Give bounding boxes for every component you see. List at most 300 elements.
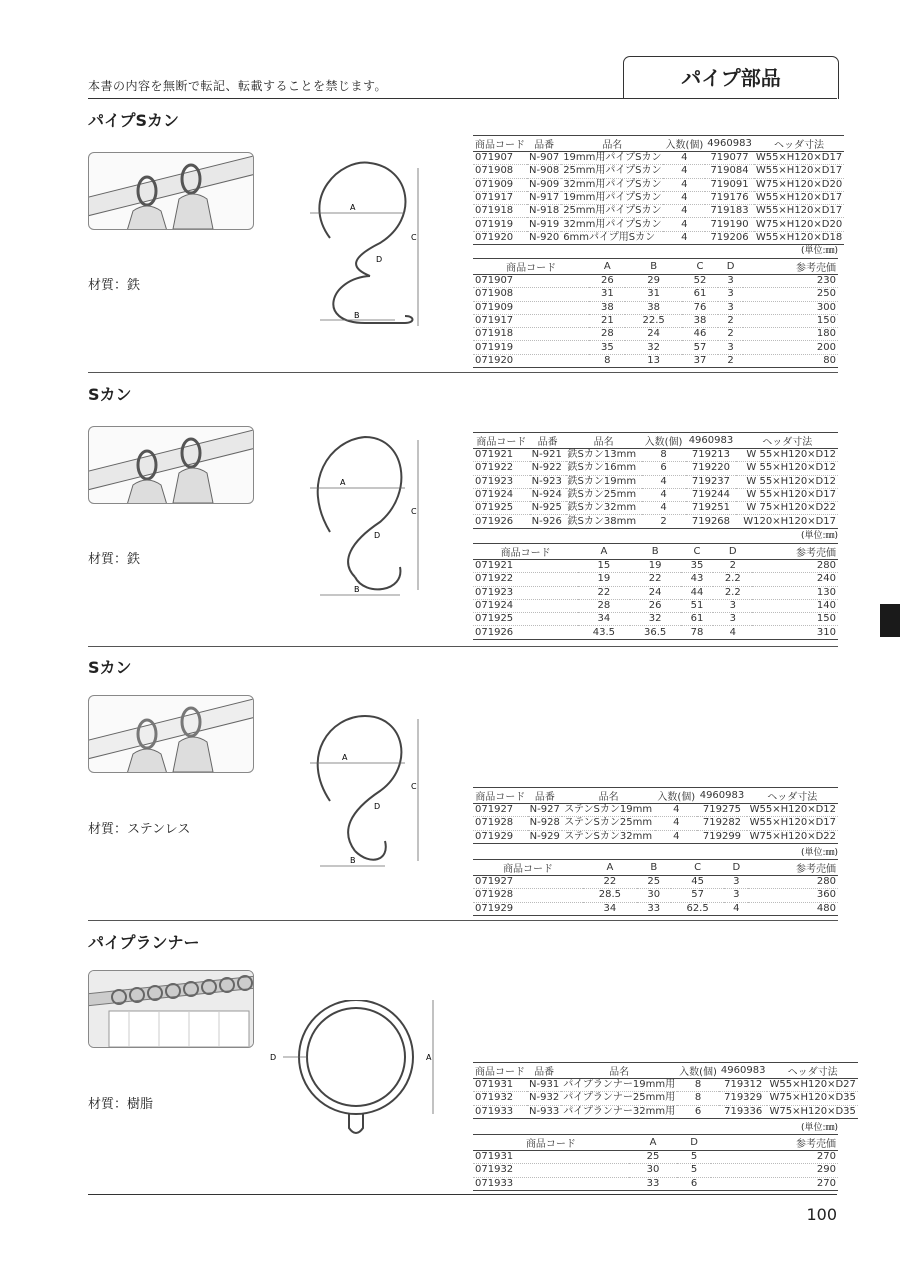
table-cell: 290: [711, 1164, 838, 1177]
table-row: [473, 1151, 838, 1164]
table-row: [473, 889, 838, 902]
svg-text:B: B: [350, 856, 356, 865]
table-cell: 38: [589, 301, 625, 314]
section-pipe-runner: [88, 930, 856, 1192]
table-cell: W55×H120×D17: [747, 817, 838, 830]
table-row: [473, 314, 838, 327]
table-cell: 480: [748, 902, 838, 915]
table-cell: 071907: [473, 275, 589, 288]
table-cell: 鉄Sカン19mm: [566, 475, 642, 488]
table-cell: 071928: [473, 889, 583, 902]
s-hook-diagram: [310, 158, 430, 338]
column-header: 入数(個): [677, 1063, 719, 1079]
table-row: [473, 515, 838, 528]
table-cell: 61: [681, 613, 714, 626]
table-cell: W 55×H120×D12: [736, 449, 838, 462]
svg-text:C: C: [411, 782, 417, 791]
table-cell: 071933: [473, 1105, 527, 1118]
table-cell: N-924: [530, 488, 566, 501]
table-cell: パイプランナー32mm用: [563, 1105, 676, 1117]
table-cell: 34: [583, 902, 637, 915]
table-cell: 43: [681, 573, 714, 586]
table-row: [473, 191, 844, 204]
section-title: Sカン: [88, 385, 132, 404]
table-cell: 719176: [705, 191, 754, 204]
svg-text:D: D: [374, 802, 381, 811]
table-cell: 071924: [473, 599, 578, 612]
product-table: [473, 787, 838, 844]
material-label: 材質：樹脂: [88, 1097, 154, 1112]
table-cell: 31: [625, 288, 682, 301]
table-cell: 19: [630, 560, 681, 573]
table-cell: 8: [642, 449, 686, 462]
table-cell: 28: [589, 328, 625, 341]
table-cell: 150: [752, 613, 838, 626]
table-cell: W55×H120×D17: [755, 165, 843, 177]
table-cell: 26: [589, 275, 625, 288]
table-cell: N-919: [529, 218, 560, 230]
table-cell: 57: [682, 341, 718, 354]
table-cell: 719237: [686, 475, 737, 488]
table-cell: ステンSカン25mm: [562, 817, 655, 830]
table-row: [473, 1164, 838, 1177]
table-row: [473, 804, 838, 817]
table-cell: ステンSカン19mm: [562, 804, 655, 817]
table-cell: 32mm用パイプSカン: [563, 218, 662, 230]
table-cell: 071932: [473, 1092, 527, 1105]
section-divider: [88, 646, 838, 647]
col-number: 品番: [527, 136, 561, 152]
s-hook-diagram: [310, 711, 430, 881]
table-cell: 3: [713, 599, 752, 612]
table-cell: N-932: [529, 1092, 560, 1104]
table-row: [473, 275, 838, 288]
table-cell: 719244: [686, 488, 737, 501]
table-cell: 200: [743, 341, 838, 354]
table-cell: 719206: [705, 231, 754, 244]
svg-text:B: B: [354, 311, 360, 320]
table-cell: 071923: [473, 586, 578, 599]
table-row: [473, 488, 838, 501]
table-cell: 4: [713, 626, 752, 639]
table-cell: 071919: [473, 341, 589, 354]
table-cell: 719275: [697, 804, 746, 817]
table-cell: 071931: [473, 1079, 527, 1092]
table-cell: 31: [589, 288, 625, 301]
s-hook-illustration: [89, 427, 253, 503]
table-cell: W55×H120×D12: [747, 804, 838, 817]
table-cell: 22: [630, 573, 681, 586]
table-cell: N-923: [530, 475, 566, 488]
table-cell: 4: [663, 218, 705, 231]
product-table: [473, 432, 838, 529]
table-cell: 38: [682, 314, 718, 327]
table-cell: 071925: [473, 502, 530, 515]
table-cell: 270: [711, 1151, 838, 1164]
table-cell: N-925: [530, 502, 566, 515]
column-header: 品番: [528, 788, 563, 804]
table-cell: W120×H120×D17: [736, 515, 838, 528]
table-cell: 30: [629, 1164, 677, 1177]
dimension-table: [473, 258, 838, 368]
table-row: [473, 475, 838, 488]
table-row: [473, 876, 838, 889]
table-cell: 4: [663, 165, 705, 178]
column-header: 商品コード: [473, 433, 530, 449]
table-cell: パイプランナー25mm用: [563, 1092, 676, 1104]
table-cell: W75×H120×D20: [755, 178, 843, 190]
svg-text:C: C: [411, 507, 417, 516]
svg-text:D: D: [270, 1053, 277, 1062]
side-index-tab: [880, 604, 900, 637]
table-cell: 80: [743, 354, 838, 367]
table-cell: 2: [718, 328, 743, 341]
table-cell: W55×H120×D17: [755, 152, 843, 164]
table-cell: 22: [583, 876, 637, 889]
table-cell: 5: [677, 1164, 711, 1177]
table-cell: 719084: [705, 165, 754, 178]
table-cell: 3: [724, 889, 748, 902]
table-cell: 52: [682, 275, 718, 288]
ring-runner-diagram: [263, 1000, 443, 1150]
table-row: [473, 599, 838, 612]
table-cell: 2: [713, 560, 752, 573]
table-cell: 719190: [705, 218, 754, 231]
table-cell: 22.5: [625, 314, 682, 327]
table-cell: 38: [625, 301, 682, 314]
table-cell: 32mm用パイプSカン: [563, 178, 662, 190]
table-cell: 4: [663, 152, 705, 165]
column-header: 品名: [562, 788, 655, 804]
table-cell: 6: [677, 1105, 719, 1118]
table-cell: ステンSカン32mm: [562, 830, 655, 843]
col-code: 商品コード: [473, 136, 527, 152]
table-row: [473, 231, 844, 244]
column-header: 商品コード: [473, 788, 528, 804]
table-cell: 4: [663, 191, 705, 204]
svg-text:C: C: [411, 233, 417, 242]
table-cell: W75×H120×D35: [769, 1105, 856, 1117]
table-cell: 180: [743, 328, 838, 341]
table-cell: 071926: [473, 515, 530, 528]
column-header: 品番: [530, 433, 566, 449]
table-cell: 719312: [719, 1079, 768, 1092]
table-cell: 071928: [473, 817, 528, 830]
table-cell: 719329: [719, 1092, 768, 1105]
table-cell: W75×H120×D35: [769, 1092, 856, 1104]
table-row: [473, 560, 838, 573]
table-cell: 35: [589, 341, 625, 354]
table-cell: 719183: [705, 205, 754, 218]
table-cell: 071921: [473, 449, 530, 462]
column-header: ヘッダ寸法: [736, 433, 838, 449]
svg-text:A: A: [350, 203, 356, 212]
table-cell: 78: [681, 626, 714, 639]
column-header: D: [713, 544, 752, 560]
table-row: [473, 178, 844, 191]
product-photo: [88, 970, 254, 1048]
table-cell: 61: [682, 288, 718, 301]
copyright-notice: 本書の内容を無断で転記、転載することを禁じます。: [88, 79, 388, 93]
table-cell: N-922: [530, 462, 566, 475]
table-cell: 43.5: [578, 626, 629, 639]
product-table: [473, 1062, 858, 1119]
table-cell: 24: [625, 328, 682, 341]
unit-label: (単位:㎜): [800, 1123, 838, 1133]
table-cell: 13: [625, 354, 682, 367]
table-cell: 19mm用パイプSカン: [563, 152, 662, 164]
table-cell: 071920: [473, 354, 589, 367]
table-cell: 719268: [686, 515, 737, 528]
table-cell: 2: [718, 354, 743, 367]
table-cell: W 55×H120×D12: [736, 475, 838, 488]
table-cell: 鉄Sカン16mm: [566, 462, 642, 475]
table-cell: 51: [681, 599, 714, 612]
table-cell: W55×H120×D17: [755, 205, 843, 217]
dimension-table: [473, 1134, 838, 1191]
table-cell: N-928: [528, 817, 563, 830]
table-cell: W 55×H120×D17: [736, 488, 838, 501]
column-header: 商品コード: [473, 259, 589, 275]
table-cell: 071921: [473, 560, 578, 573]
table-row: [473, 152, 844, 165]
column-header: D: [724, 860, 748, 876]
table-cell: 2.2: [713, 573, 752, 586]
table-cell: 19mm用パイプSカン: [563, 192, 662, 204]
table-row: [473, 205, 844, 218]
table-cell: 34: [578, 613, 629, 626]
table-cell: 37: [682, 354, 718, 367]
table-cell: 2.2: [713, 586, 752, 599]
table-row: [473, 328, 838, 341]
table-cell: N-933: [529, 1105, 560, 1117]
table-cell: 2: [642, 515, 686, 528]
table-cell: 46: [682, 328, 718, 341]
table-cell: W75×H120×D22: [747, 830, 838, 843]
table-cell: 140: [752, 599, 838, 612]
table-cell: 8: [677, 1092, 719, 1105]
page-title: パイプ部品: [623, 56, 839, 99]
table-cell: 3: [718, 301, 743, 314]
table-cell: 29: [625, 275, 682, 288]
table-cell: 6mmパイプ用Sカン: [561, 231, 663, 244]
column-header: A: [589, 259, 625, 275]
table-cell: パイプランナー19mm用: [563, 1079, 676, 1091]
section-divider: [88, 372, 838, 373]
svg-text:A: A: [426, 1053, 432, 1062]
table-cell: 280: [752, 560, 838, 573]
table-cell: 4: [655, 830, 697, 843]
table-cell: 071917: [473, 314, 589, 327]
table-cell: 719091: [705, 178, 754, 191]
svg-text:A: A: [342, 753, 348, 762]
table-cell: 3: [718, 275, 743, 288]
table-cell: 719220: [686, 462, 737, 475]
table-cell: 45: [671, 876, 725, 889]
table-cell: 250: [743, 288, 838, 301]
table-cell: 071909: [473, 301, 589, 314]
table-cell: 4: [663, 178, 705, 191]
table-row: [473, 218, 844, 231]
table-cell: 5: [677, 1151, 711, 1164]
table-cell: 8: [677, 1079, 719, 1092]
table-row: [473, 586, 838, 599]
stainless-hook-illustration: [89, 696, 253, 772]
unit-label: (単位:㎜): [800, 246, 838, 256]
table-cell: 071924: [473, 488, 530, 501]
unit-label: (単位:㎜): [800, 848, 838, 858]
product-photo: [88, 152, 254, 230]
col-qty: 入数(個): [663, 136, 705, 152]
table-row: [473, 462, 838, 475]
table-cell: 15: [578, 560, 629, 573]
table-row: [473, 301, 838, 314]
table-cell: 35: [681, 560, 714, 573]
column-header: C: [681, 544, 714, 560]
section-pipe-s-hook: [88, 108, 843, 373]
section-title: Sカン: [88, 658, 132, 677]
material-label: 材質：鉄: [88, 552, 141, 567]
bottom-rule: [88, 1194, 837, 1195]
table-cell: 30: [637, 889, 671, 902]
section-title: パイプSカン: [88, 111, 180, 130]
column-header: D: [677, 1135, 711, 1151]
product-photo: [88, 695, 254, 773]
column-header: 参考売価: [748, 860, 838, 876]
table-cell: 071923: [473, 475, 530, 488]
table-cell: 071933: [473, 1177, 629, 1190]
table-cell: 150: [743, 314, 838, 327]
column-header: 商品コード: [473, 860, 583, 876]
table-cell: 36.5: [630, 626, 681, 639]
table-cell: N-920: [529, 231, 560, 243]
table-cell: 22: [578, 586, 629, 599]
col-name: 品名: [561, 136, 663, 152]
table-row: [473, 626, 838, 639]
table-cell: N-907: [529, 152, 560, 164]
material-label: 材質：ステンレス: [88, 822, 191, 837]
table-cell: 28: [578, 599, 629, 612]
table-cell: 3: [713, 613, 752, 626]
table-cell: 071918: [473, 205, 527, 218]
table-row: [473, 573, 838, 586]
table-cell: 24: [630, 586, 681, 599]
column-header: D: [718, 259, 743, 275]
table-cell: 4: [642, 502, 686, 515]
table-cell: 240: [752, 573, 838, 586]
table-cell: N-931: [529, 1079, 560, 1091]
product-table: [473, 135, 844, 245]
top-rule: [88, 98, 837, 99]
column-header: 入数(個): [655, 788, 697, 804]
table-cell: 071926: [473, 626, 578, 639]
column-header: B: [630, 544, 681, 560]
table-cell: 6: [677, 1177, 711, 1190]
table-cell: W55×H120×D17: [755, 192, 843, 204]
table-cell: 071917: [473, 191, 527, 204]
column-header: 商品コード: [473, 1135, 629, 1151]
svg-text:B: B: [354, 585, 360, 594]
column-header: 参考売価: [711, 1135, 838, 1151]
table-cell: 071922: [473, 462, 530, 475]
table-row: [473, 902, 838, 915]
table-cell: 4: [655, 804, 697, 817]
table-cell: N-927: [528, 804, 563, 817]
table-cell: 57: [671, 889, 725, 902]
table-cell: 071908: [473, 288, 589, 301]
svg-text:A: A: [340, 478, 346, 487]
column-header: A: [629, 1135, 677, 1151]
table-cell: W75×H120×D20: [755, 218, 843, 230]
s-hook-diagram: [310, 432, 430, 612]
table-cell: 719077: [705, 152, 754, 165]
column-header: 4960983: [697, 788, 746, 804]
dimension-table: [473, 859, 838, 916]
pipe-hook-illustration: [89, 153, 253, 229]
col-jan: 4960983: [705, 136, 754, 152]
table-cell: N-926: [530, 515, 566, 528]
table-cell: 719282: [697, 817, 746, 830]
table-cell: 25: [637, 876, 671, 889]
table-cell: 719213: [686, 449, 737, 462]
column-header: B: [625, 259, 682, 275]
column-header: 品名: [561, 1063, 677, 1079]
column-header: A: [578, 544, 629, 560]
table-cell: 2: [718, 314, 743, 327]
column-header: 品番: [527, 1063, 561, 1079]
table-cell: 071908: [473, 165, 527, 178]
table-row: [473, 502, 838, 515]
pipe-runner-illustration: [89, 971, 253, 1047]
table-cell: 071909: [473, 178, 527, 191]
table-row: [473, 288, 838, 301]
table-cell: 鉄Sカン38mm: [566, 515, 642, 528]
table-cell: 310: [752, 626, 838, 639]
table-cell: 071929: [473, 902, 583, 915]
table-cell: 719299: [697, 830, 746, 843]
table-cell: 071927: [473, 876, 583, 889]
table-cell: W 75×H120×D22: [736, 502, 838, 515]
table-cell: 4: [663, 205, 705, 218]
table-row: [473, 341, 838, 354]
table-cell: 32: [630, 613, 681, 626]
table-cell: 071932: [473, 1164, 629, 1177]
table-cell: 鉄Sカン13mm: [566, 449, 642, 462]
table-cell: 25: [629, 1151, 677, 1164]
table-cell: 071919: [473, 218, 527, 231]
column-header: 品名: [566, 433, 642, 449]
table-cell: 071918: [473, 328, 589, 341]
table-cell: 鉄Sカン32mm: [566, 502, 642, 515]
product-photo: [88, 426, 254, 504]
table-cell: N-918: [529, 205, 560, 217]
table-cell: 300: [743, 301, 838, 314]
column-header: ヘッダ寸法: [767, 1063, 857, 1079]
column-header: 商品コード: [473, 544, 578, 560]
table-cell: W55×H120×D27: [769, 1079, 856, 1091]
table-row: [473, 449, 838, 462]
column-header: A: [583, 860, 637, 876]
section-s-hook-stainless: [88, 655, 838, 920]
column-header: ヘッダ寸法: [747, 788, 838, 804]
table-cell: 6: [642, 462, 686, 475]
table-cell: 3: [724, 876, 748, 889]
table-cell: 071929: [473, 830, 528, 843]
table-cell: 26: [630, 599, 681, 612]
column-header: B: [637, 860, 671, 876]
table-cell: 3: [718, 288, 743, 301]
table-cell: 230: [743, 275, 838, 288]
